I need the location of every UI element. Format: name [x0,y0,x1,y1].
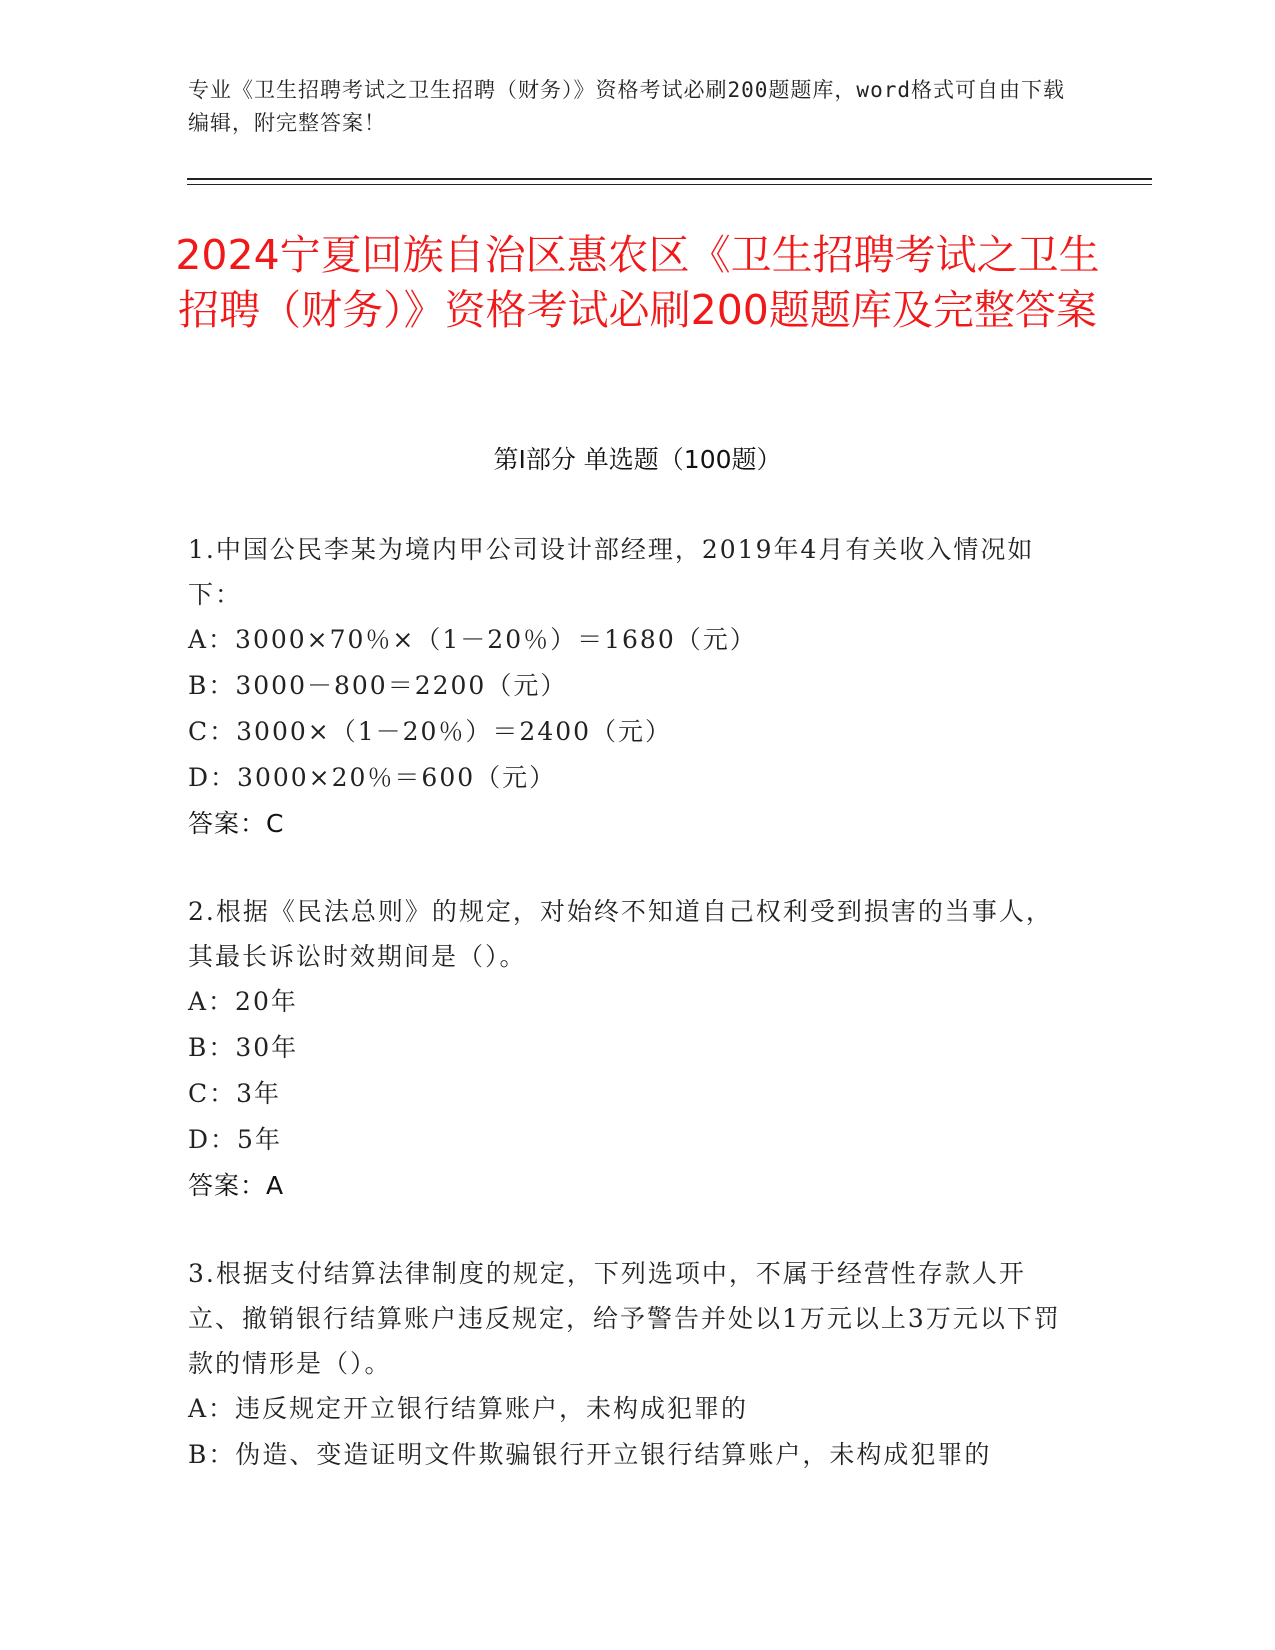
question-text: 2.根据《民法总则》的规定，对始终不知道自己权利受到损害的当事人，其最长诉讼时效期间是（）。 [188,897,1053,971]
option-c: C：3000×（1－20％）＝2400（元） [188,717,673,746]
option-d: D：5年 [188,1125,282,1154]
option-a: A：违反规定开立银行结算账户，未构成犯罪的 [188,1394,749,1423]
option-b: B：伪造、变造证明文件欺骗银行开立银行结算账户，未构成犯罪的 [188,1440,992,1469]
header-note: 专业《卫生招聘考试之卫生招聘（财务）》资格考试必刷200题题库，word格式可自由下载编辑，附完整答案！ [188,78,1065,135]
section-heading: 第I部分 单选题（100题） [493,445,782,474]
option-c: C：3年 [188,1079,282,1108]
document-title: 2024宁夏回族自治区惠农区《卫生招聘考试之卫生招聘（财务）》资格考试必刷200题题库及完整答案 [175,231,1100,334]
question-2 [188,889,1068,1209]
option-a: A：20年 [188,987,298,1016]
question-3 [188,1251,1068,1478]
answer-line: 答案：C [188,809,285,838]
option-b: B：30年 [188,1033,299,1062]
answer-line: 答案：A [188,1171,285,1200]
option-b: B：3000－800＝2200（元） [188,671,568,700]
header-divider-thin [187,184,1152,185]
header-divider-thick [187,178,1152,180]
question-1 [188,527,1068,847]
option-a: A：3000×70％×（1－20％）＝1680（元） [188,625,757,654]
question-text: 1.中国公民李某为境内甲公司设计部经理，2019年4月有关收入情况如下： [188,535,1035,609]
option-d: D：3000×20％＝600（元） [188,763,557,792]
question-text: 3.根据支付结算法律制度的规定，下列选项中，不属于经营性存款人开立、撤销银行结算账户违反规定，给予警告并处以1万元以上3万元以下罚款的情形是（）。 [188,1259,1061,1378]
question-list [188,527,1068,1520]
